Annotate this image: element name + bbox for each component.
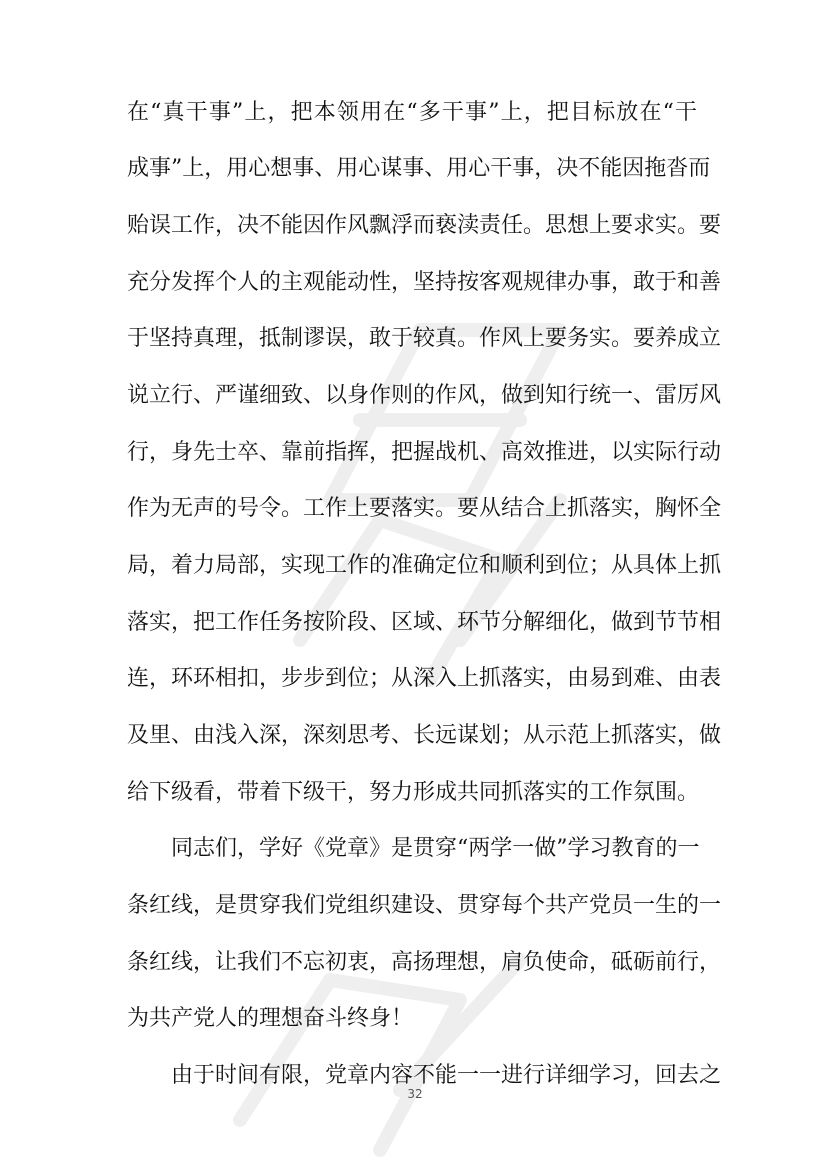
text-line: 充分发挥个人的主观能动性，坚持按客观规律办事，敢于和善	[127, 270, 722, 295]
text-line: 于坚持真理，抵制谬误，敢于较真。作风上要务实。要养成立	[127, 326, 722, 351]
text-line: 连，环环相扣，步步到位；从深入上抓落实，由易到难、由表	[127, 666, 722, 691]
text-line: 由于时间有限，党章内容不能一一进行详细学习，回去之	[171, 1063, 722, 1088]
text-line: 在“真干事”上，把本领用在“多干事”上，把目标放在“干	[127, 100, 697, 125]
text-line: 局，着力局部，实现工作的准确定位和顺利到位；从具体上抓	[127, 553, 722, 578]
text-line: 作为无声的号令。工作上要落实。要从结合上抓落实，胸怀全	[127, 496, 722, 521]
text-line: 说立行、严谨细致、以身作则的作风，做到知行统一、雷厉风	[127, 383, 722, 408]
text-line: 为共产党人的理想奋斗终身！	[127, 1006, 414, 1031]
text-line: 及里、由浅入深，深刻思考、长远谋划；从示范上抓落实，做	[127, 723, 722, 748]
text-line: 成事”上，用心想事、用心谋事、用心干事，决不能因拖沓而	[127, 156, 711, 181]
text-line: 给下级看，带着下级干，努力形成共同抓落实的工作氛围。	[127, 780, 700, 805]
text-line: 贻误工作，决不能因作风飘浮而亵渎责任。思想上要求实。要	[127, 213, 722, 238]
text-line: 条红线，让我们不忘初衷，高扬理想，肩负使命，砥砺前行，	[127, 950, 722, 975]
text-line: 落实，把工作任务按阶段、区域、环节分解细化，做到节节相	[127, 610, 722, 635]
text-line: 条红线，是贯穿我们党组织建设、贯穿每个共产党员一生的一	[127, 893, 722, 918]
text-line: 行，身先士卒、靠前指挥，把握战机、高效推进，以实际行动	[127, 440, 722, 465]
page-number: 32	[407, 1087, 423, 1101]
text-line: 同志们，学好《党章》是贯穿“两学一做”学习教育的一	[171, 836, 700, 861]
